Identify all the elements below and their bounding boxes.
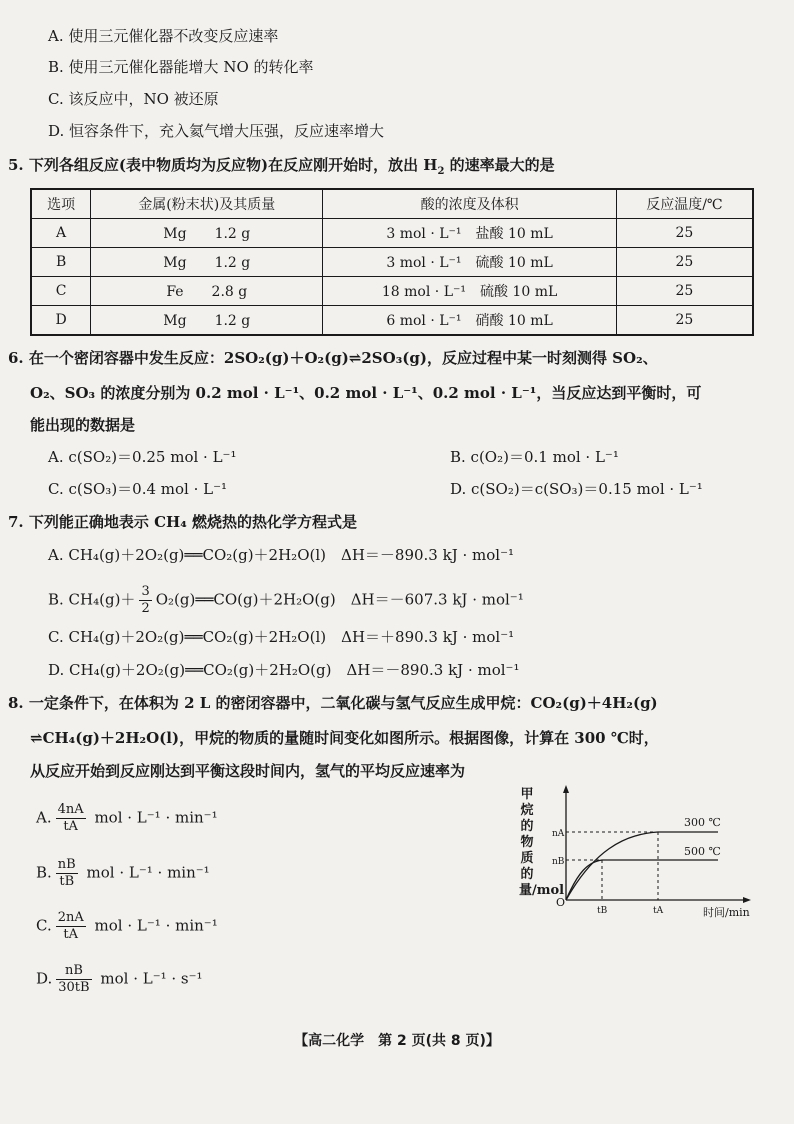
q6-stem-line3: 能出现的数据是 [30, 416, 136, 434]
q8-option-c: C. $\frac{2nA}{tA}$ mol · L⁻¹ · min⁻¹ [36, 910, 218, 942]
q6-option-b: B. c(O₂)＝0.1 mol · L⁻¹ [450, 448, 619, 466]
q6-stem-line2: O₂、SO₃ 的浓度分别为 0.2 mol · L⁻¹、0.2 mol · L⁻¹、0.2 mol · L⁻¹，当反应达到平衡时，可 [30, 384, 702, 402]
table-row [31, 248, 753, 277]
q8-stem-line1: 8. 一定条件下，在体积为 2 L 的密闭容器中，二氧化碳与氢气反应生成甲烷：CO₂(g)＋4H₂(g) [8, 694, 658, 712]
table-cell: 25 [616, 219, 753, 248]
table-cell: Mg 1.2 g [91, 219, 323, 248]
fraction: $\frac{nB}{30tB}$ [58, 963, 90, 995]
q6-stem-line1: 6. 在一个密闭容器中发生反应：2SO₂(g)＋O₂(g)⇌2SO₃(g)，反应过程中某一时刻测得 SO₂、 [8, 349, 658, 367]
table-cell: 25 [616, 248, 753, 277]
q8-stem-line2: ⇌CH₄(g)＋2H₂O(l)，甲烷的物质的量随时间变化如图所示。根据图像，计算在 300 ℃时， [30, 729, 659, 747]
table-header-row [31, 189, 753, 219]
table-cell: Fe 2.8 g [91, 277, 323, 306]
table-cell: B [31, 248, 91, 277]
q7-stem: 7. 下列能正确地表示 CH₄ 燃烧热的热化学方程式是 [8, 513, 358, 531]
x-tick-tB: tB [597, 906, 608, 916]
q7-option-a: A. CH₄(g)＋2O₂(g)══CO₂(g)＋2H₂O(l) ΔH＝－890.3 kJ · mol⁻¹ [48, 546, 515, 564]
table-row [31, 277, 753, 306]
page-footer: 【高二化学 第 2 页(共 8 页)】 [294, 1033, 500, 1049]
table-cell: Mg 1.2 g [91, 306, 323, 336]
table-cell: C [31, 277, 91, 306]
y-tick-nB: nB [552, 857, 565, 867]
legend-300C: 300 ℃ [684, 816, 721, 829]
legend-500C: 500 ℃ [684, 845, 721, 858]
series-500C-line [566, 860, 718, 900]
methane-chart [508, 782, 758, 922]
fraction: $\frac{2nA}{tA}$ [57, 910, 84, 942]
q7-option-b: B. CH₄(g)＋ $\frac{3}{2}$ O₂(g)══CO(g)＋2H₂O(g) ΔH＝－607.3 kJ · mol⁻¹ [48, 584, 524, 616]
q6-option-d: D. c(SO₂)＝c(SO₃)＝0.15 mol · L⁻¹ [450, 480, 703, 498]
x-tick-tA: tA [653, 906, 664, 916]
fraction: $\frac{4nA}{tA}$ [57, 802, 84, 834]
table-row [31, 306, 753, 336]
q8-option-a: A. $\frac{4nA}{tA}$ mol · L⁻¹ · min⁻¹ [36, 802, 218, 834]
q8-option-d: D. $\frac{nB}{30tB}$ mol · L⁻¹ · s⁻¹ [36, 963, 203, 995]
q5-table [30, 188, 754, 336]
chart-y-label: 甲烷的物质的量/mol [519, 787, 565, 898]
x-axis-arrow [743, 897, 751, 903]
table-header: 酸的浓度及体积 [323, 189, 616, 219]
table-cell: 25 [616, 277, 753, 306]
table-cell: 25 [616, 306, 753, 336]
fraction: $\frac{3}{2}$ [141, 584, 150, 616]
table-cell: A [31, 219, 91, 248]
q6-option-a: A. c(SO₂)＝0.25 mol · L⁻¹ [48, 448, 237, 466]
x-axis-label: 时间/min [703, 906, 750, 919]
table-cell: 6 mol · L⁻¹ 硝酸 10 mL [323, 306, 616, 336]
table-header: 选项 [31, 189, 91, 219]
q4-option-d: D. 恒容条件下，充入氦气增大压强，反应速率增大 [48, 122, 385, 140]
origin-label: O [556, 896, 566, 909]
fraction: $\frac{nB}{tB}$ [57, 857, 76, 889]
table-header: 反应温度/℃ [616, 189, 753, 219]
y-axis-arrow [563, 785, 569, 793]
q4-option-c: C. 该反应中，NO 被还原 [48, 90, 219, 108]
q7-option-d: D. CH₄(g)＋2O₂(g)══CO₂(g)＋2H₂O(g) ΔH＝－890.3 kJ · mol⁻¹ [48, 661, 520, 679]
q8-option-b: B. $\frac{nB}{tB}$ mol · L⁻¹ · min⁻¹ [36, 857, 210, 889]
q7-option-c: C. CH₄(g)＋2O₂(g)══CO₂(g)＋2H₂O(l) ΔH＝＋890.3 kJ · mol⁻¹ [48, 628, 515, 646]
q4-option-a: A. 使用三元催化器不改变反应速率 [48, 27, 279, 45]
q5-stem: 5. 下列各组反应(表中物质均为反应物)在反应刚开始时，放出 $H_2$ 的速率最大的是 [8, 156, 555, 177]
table-header: 金属(粉末状)及其质量 [91, 189, 323, 219]
table-cell: Mg 1.2 g [91, 248, 323, 277]
table-cell: D [31, 306, 91, 336]
q6-option-c: C. c(SO₃)＝0.4 mol · L⁻¹ [48, 480, 228, 498]
y-tick-nA: nA [552, 829, 565, 839]
table-cell: 3 mol · L⁻¹ 硫酸 10 mL [323, 248, 616, 277]
table-row [31, 219, 753, 248]
table-cell: 3 mol · L⁻¹ 盐酸 10 mL [323, 219, 616, 248]
table-cell: 18 mol · L⁻¹ 硫酸 10 mL [323, 277, 616, 306]
q4-option-b: B. 使用三元催化器能增大 NO 的转化率 [48, 58, 314, 76]
q8-stem-line3: 从反应开始到反应刚达到平衡这段时间内，氢气的平均反应速率为 [30, 762, 466, 780]
